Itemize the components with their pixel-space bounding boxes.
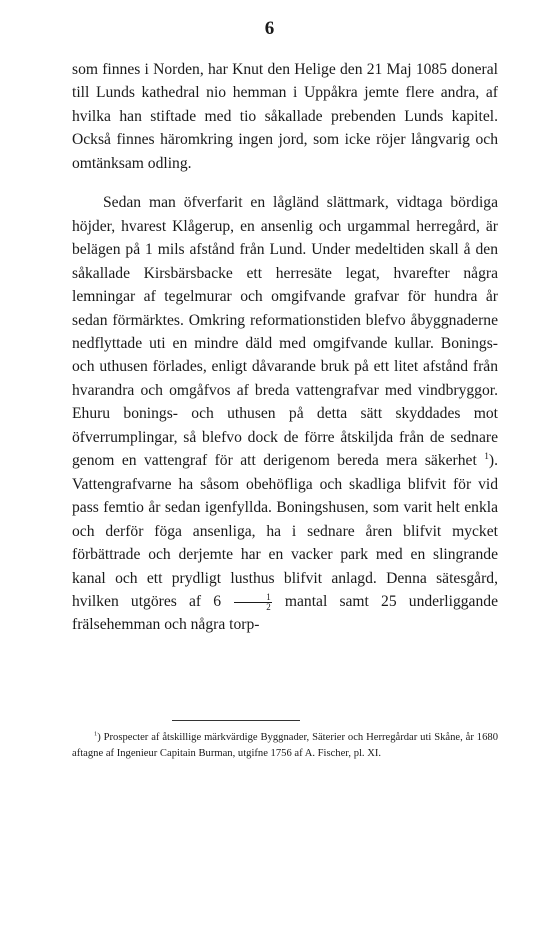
- paragraph-text: Sedan man öfverfarit en lågländ slättmark, vidtaga bördiga höjder, hvarest Klågerup, en ansenlig och urgammal herregård, är belägen på 1 mils afstånd från Lund. Under medeltiden skall å den såkallade Kirsbärsbacke ett herresäte legat, hvarefter några lemningar af tegelmurar och omgifvande grafvar för hundra år sedan förmärktes. Omkring reformationstiden blefvo åbyggnaderne nedflyttade uti en mindre däld med omgifvande kullar. Bonings- och uthusen förlades, enligt dåvarande bruk på ett litet afstånd från hvarandra och omgåfvos af breda vattengrafvar med vindbryggor. Ehuru bonings- och uthusen på detta sätt skyddades mot öfverrumplingar, så blefvo dock de förre åtskiljda från de sednare genom en vattengraf för att derigenom bereda mera säkerhet: [72, 194, 498, 470]
- footnote: [72, 730, 498, 761]
- footnote-reference: 1: [484, 452, 489, 463]
- page-number: 6: [264, 18, 275, 39]
- paragraph: [72, 191, 498, 637]
- footnote-text: ) Prospecter af åtskillige märkvärdige Byggnader, Säterier och Herregårdar uti Skåne, år 1680 aftagne af Ingenieur Capitain Burman, utgifne 1756 af A. Fischer, pl. XI.: [72, 732, 498, 759]
- fraction-denominator: 2: [266, 601, 271, 612]
- fraction: [234, 593, 272, 612]
- paragraph-text: mantal samt 25 underliggande frälsehemman och några torp-: [72, 592, 498, 634]
- paragraph: som finnes i Norden, har Knut den Helige den 21 Maj 1085 doneral till Lunds kathedral nio hemman i Uppåkra jemte flere andra, af hvilka han stiftade med tio såkallade prebenden Lunds kapitel. Också finnes häromkring ingen jord, som icke röjer långvarig och omtänksam odling.: [72, 61, 498, 172]
- fraction-numerator: 1: [234, 593, 272, 603]
- footnote-rule: [172, 720, 300, 721]
- footnote-marker: 1: [94, 730, 98, 738]
- paragraph-text: ). Vattengrafvarne ha såsom obehöfliga och skadliga blifvit för vid pass femtio år sedan igenfyllda. Boningshusen, som varit helt enkla och derför föga ansenliga, ha i sednare åren blifvit mycket förbättrade och derjemte har en vacker park med en slingrande kanal och ett prydligt lusthus blifvit anlagd. Denna sätesgård, hvilken utgöres af 6: [72, 452, 498, 610]
- body-text: [72, 58, 498, 637]
